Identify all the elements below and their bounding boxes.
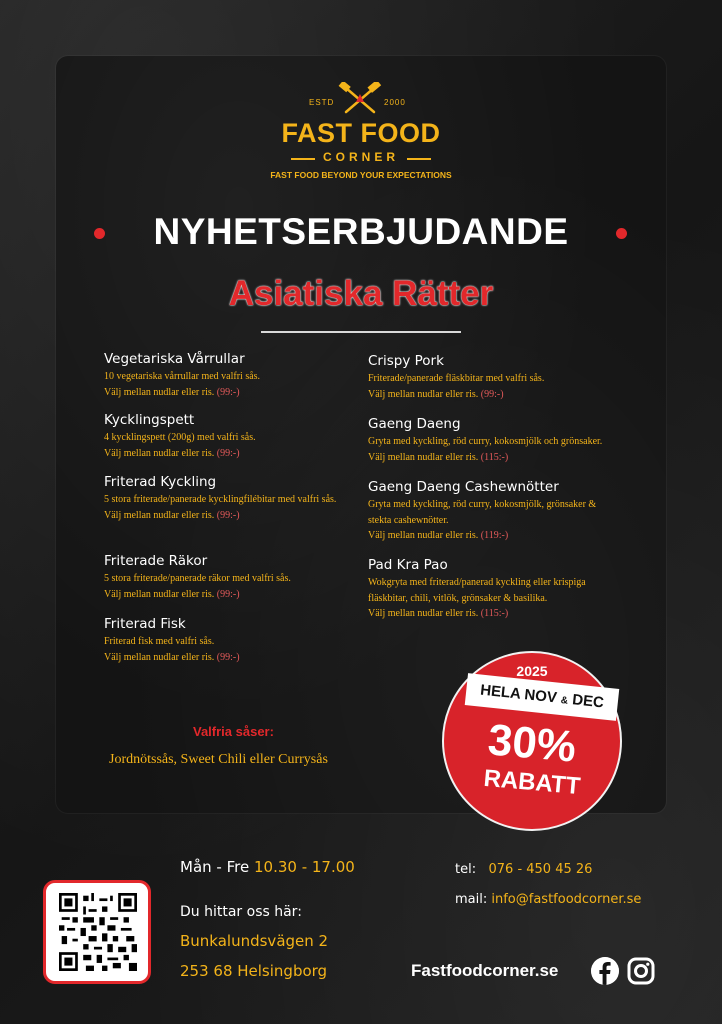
logo-estd: ESTD	[309, 98, 335, 107]
menu-item-price: (99:-)	[216, 447, 240, 459]
instagram-icon[interactable]	[627, 957, 655, 985]
menu-item-choice: Välj mellan nudlar eller ris. (99:-)	[104, 447, 240, 459]
menu-item-name: Friterad Fisk	[104, 616, 186, 632]
logo-tagline: FAST FOOD BEYOND YOUR EXPECTATIONS	[270, 170, 452, 180]
logo-corner: CORNER	[322, 150, 399, 164]
menu-item-desc: Friterad fisk med valfri sås.	[104, 636, 215, 647]
menu-item-price: (119:-)	[480, 530, 509, 541]
menu-item-desc: Gryta med kyckling, röd curry, kokosmjölk, grönsaker & stekta cashewnötter.	[368, 499, 597, 526]
menu-item-price: (115:-)	[480, 451, 509, 463]
menu-item-left-3	[104, 553, 364, 602]
menu-item-right-1	[368, 416, 618, 465]
menu-item-price: (99:-)	[216, 651, 240, 663]
menu-item-left-0	[104, 351, 364, 400]
headline: NYHETSERBJUDANDE	[153, 211, 569, 252]
menu-item-desc: 10 vegetariska vårrullar med valfri sås.	[104, 371, 261, 382]
contact-mail: mail: info@fastfoodcorner.se	[455, 892, 642, 907]
menu-item-choice: Välj mellan nudlar eller ris. (99:-)	[104, 588, 240, 600]
find-us-label: Du hittar oss här:	[180, 904, 302, 920]
qr-code-icon	[59, 893, 137, 971]
crossed-utensils-icon	[332, 82, 388, 116]
address-city: 253 68 Helsingborg	[180, 962, 328, 980]
menu-item-name: Vegetariska Vårrullar	[104, 351, 245, 367]
menu-item-price: (99:-)	[480, 388, 504, 400]
badge-label: RABATT	[482, 764, 582, 801]
subheadline: Asiatiska Rätter	[228, 274, 494, 313]
website-link[interactable]: Fastfoodcorner.se	[411, 961, 559, 980]
menu-item-price: (99:-)	[216, 588, 240, 600]
menu-item-right-2	[368, 479, 608, 544]
logo-year: 2000	[384, 98, 406, 107]
sauces-title: Valfria såser:	[193, 724, 274, 739]
menu-item-desc: Wokgryta med friterad/panerad kyckling eller krispiga fläskbitar, chili, vitlök, grönsaker & basilika.	[368, 577, 586, 604]
menu-item-price: (115:-)	[480, 608, 509, 619]
menu-item-right-3	[368, 557, 628, 622]
menu-item-name: Friterad Kyckling	[104, 474, 217, 490]
menu-item-choice: Välj mellan nudlar eller ris. (99:-)	[368, 388, 504, 400]
menu-item-name: Crispy Pork	[368, 353, 444, 369]
menu-item-left-4	[104, 616, 364, 665]
badge-year: 2025	[516, 663, 548, 679]
menu-item-name: Gaeng Daeng	[368, 416, 461, 432]
menu-item-desc: Gryta med kyckling, röd curry, kokosmjölk och grönsaker. Välj mellan nudlar eller ris. (115:-)	[368, 436, 603, 463]
menu-item-left-1	[104, 412, 364, 461]
menu-item-desc: 5 stora friterade/panerade kycklingfilébitar med valfri sås.	[104, 494, 337, 505]
menu-item-price: (99:-)	[216, 386, 240, 398]
menu-item-name: Friterade Räkor	[104, 553, 208, 569]
menu-item-desc: Friterade/panerade fläskbitar med valfri sås.	[368, 373, 545, 384]
menu-item-name: Pad Kra Pao	[368, 557, 448, 573]
logo-name: FAST FOOD	[281, 118, 441, 148]
contact-phone: tel: 076 - 450 45 26	[455, 862, 593, 877]
menu-item-right-0	[368, 353, 638, 402]
badge-period: HELA NOV & DEC	[465, 673, 620, 721]
menu-item-name: Gaeng Daeng Cashewnötter	[368, 479, 559, 495]
menu-item-name: Kycklingspett	[104, 412, 195, 428]
menu-item-choice: Välj mellan nudlar eller ris. (99:-)	[104, 386, 240, 398]
menu-item-desc: 5 stora friterade/panerade räkor med valfri sås.	[104, 573, 291, 584]
sauces-list: Jordnötssås, Sweet Chili eller Currysås	[109, 752, 328, 767]
menu-item-desc: 4 kycklingspett (200g) med valfri sås.	[104, 432, 256, 443]
menu-item-left-2	[104, 474, 339, 523]
menu-item-choice: Välj mellan nudlar eller ris. (99:-)	[104, 651, 240, 663]
headline-dot-right	[616, 228, 627, 239]
divider	[261, 331, 461, 333]
menu-item-price: (99:-)	[216, 509, 240, 521]
facebook-icon[interactable]	[591, 957, 619, 985]
logo-line-right	[407, 158, 431, 160]
qr-code-box	[43, 880, 151, 984]
menu-item-choice: Välj mellan nudlar eller ris. (99:-)	[104, 509, 240, 521]
logo-corner-row	[291, 150, 431, 166]
menu-item-choice: Välj mellan nudlar eller ris. (115:-)	[368, 608, 509, 619]
opening-hours: Mån - Fre 10.30 - 17.00	[180, 858, 355, 876]
badge-percent: 30%	[486, 715, 579, 772]
address-street: Bunkalundsvägen 2	[180, 932, 329, 950]
menu-item-choice: Välj mellan nudlar eller ris. (119:-)	[368, 530, 509, 541]
discount-badge	[442, 651, 622, 831]
mail-link[interactable]: info@fastfoodcorner.se	[491, 892, 642, 907]
